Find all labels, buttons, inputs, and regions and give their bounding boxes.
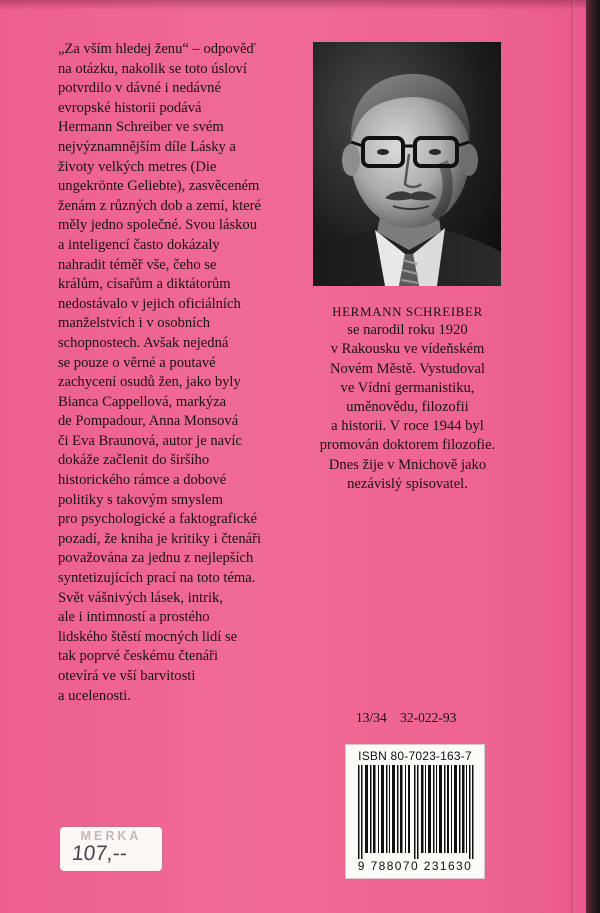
bio-line: Dnes žije v Mnichově jako — [328, 456, 487, 473]
author-name: HERMANN SCHREIBER — [332, 304, 483, 319]
blurb-line: „Za vším hledej ženu“ – odpověď — [58, 41, 256, 57]
isbn-text: ISBN 80-7023-163-7 — [358, 749, 472, 763]
blurb-line: a inteligencí často dokázaly — [58, 236, 220, 253]
blurb-line: ungekrönte Geliebte), zasvěceném — [58, 178, 260, 195]
blurb-line: tak poprvé českému čtenáři — [58, 648, 219, 665]
blurb-line: ženám z různých dob a zemí, které — [58, 197, 261, 214]
blurb-line: Hermann Schreiber ve svém — [58, 119, 224, 136]
price-sticker — [60, 827, 162, 871]
sticker-brand: MERKA — [80, 829, 142, 843]
blurb-line: pro psychologické a faktografické — [58, 511, 257, 528]
ean-number: 9 788070 231630 — [357, 859, 473, 873]
blurb-line: pozadí, že kniha je kritiky i čtenáři — [58, 530, 262, 547]
blurb-line: otevírá ve vší barvitosti — [58, 668, 196, 684]
blurb-line: životy velkých metres (Die — [58, 158, 217, 175]
code-right: 32-022-93 — [400, 710, 457, 725]
blurb-line: se pouze o věrné a poutavé — [58, 354, 216, 371]
blurb-line: nejvýznamnějším díle Lásky a — [58, 138, 236, 155]
bio-line: Novém Městě. Vystudoval — [330, 360, 485, 377]
bio-line: v Rakousku ve vídeňském — [330, 341, 485, 358]
cover-hinge — [571, 0, 575, 913]
blurb-line: manželstvích i v osobních — [58, 315, 210, 332]
blurb-line: Bianca Cappellová, markýza — [58, 393, 227, 410]
blurb-line: schopnostech. Avšak nejedná — [58, 334, 229, 351]
blurb-line: evropské historii podává — [58, 99, 202, 116]
blurb-line: nahradit téměř vše, čeho se — [58, 256, 217, 273]
blurb-line: dokáže začlenit do širšího — [58, 452, 210, 469]
cover-top-shading — [0, 0, 586, 10]
blurb-line: a ucelenosti. — [58, 687, 131, 704]
blurb-line: ale i intimností a prostého — [58, 609, 210, 626]
book-spine-edge — [586, 0, 600, 913]
blurb-line: historického rámce a dobové — [58, 472, 227, 489]
blurb-line: zachycení osudů žen, jako byly — [58, 374, 241, 391]
publisher-codes — [356, 710, 466, 726]
bio-line: a historii. V roce 1944 byl — [331, 418, 484, 435]
author-photo — [313, 42, 501, 286]
blurb-line: králům, císařům a diktátorům — [58, 276, 231, 293]
blurb-line: politiky s takovým smyslem — [58, 491, 223, 508]
code-left: 13/34 — [356, 710, 387, 725]
barcode-panel — [345, 744, 485, 879]
sticker-price: 107,-- — [70, 842, 129, 865]
bio-line: uměnovědu, filozofii — [346, 399, 469, 416]
bio-line: nezávislý spisovatel. — [347, 475, 468, 492]
book-blurb — [58, 40, 308, 706]
blurb-line: měly jedno společné. Svou láskou — [58, 217, 258, 234]
blurb-line: de Pompadour, Anna Monsová — [58, 413, 239, 430]
bio-line: ve Vídni germanistiku, — [340, 379, 475, 396]
blurb-line: považována za jednu z nejlepších — [58, 550, 254, 567]
blurb-line: či Eva Braunová, autor je navíc — [58, 432, 242, 449]
blurb-line: lidského štěstí mocných lidí se — [58, 628, 238, 645]
blurb-line: na otázku, nakolik se toto úsloví — [58, 60, 247, 77]
blurb-line: syntetizujících prací na toto téma. — [58, 570, 256, 587]
blurb-line: potvrdilo v dávné i nedávné — [58, 80, 221, 97]
bio-line: promován doktorem filozofie. — [319, 437, 496, 454]
blurb-line: Svět vášnivých lásek, intrik, — [58, 589, 223, 606]
barcode-bars — [358, 765, 478, 859]
blurb-line: nedostávalo v jejich oficiálních — [58, 295, 241, 312]
author-bio — [305, 302, 510, 494]
bio-line: se narodil roku 1920 — [347, 322, 468, 339]
